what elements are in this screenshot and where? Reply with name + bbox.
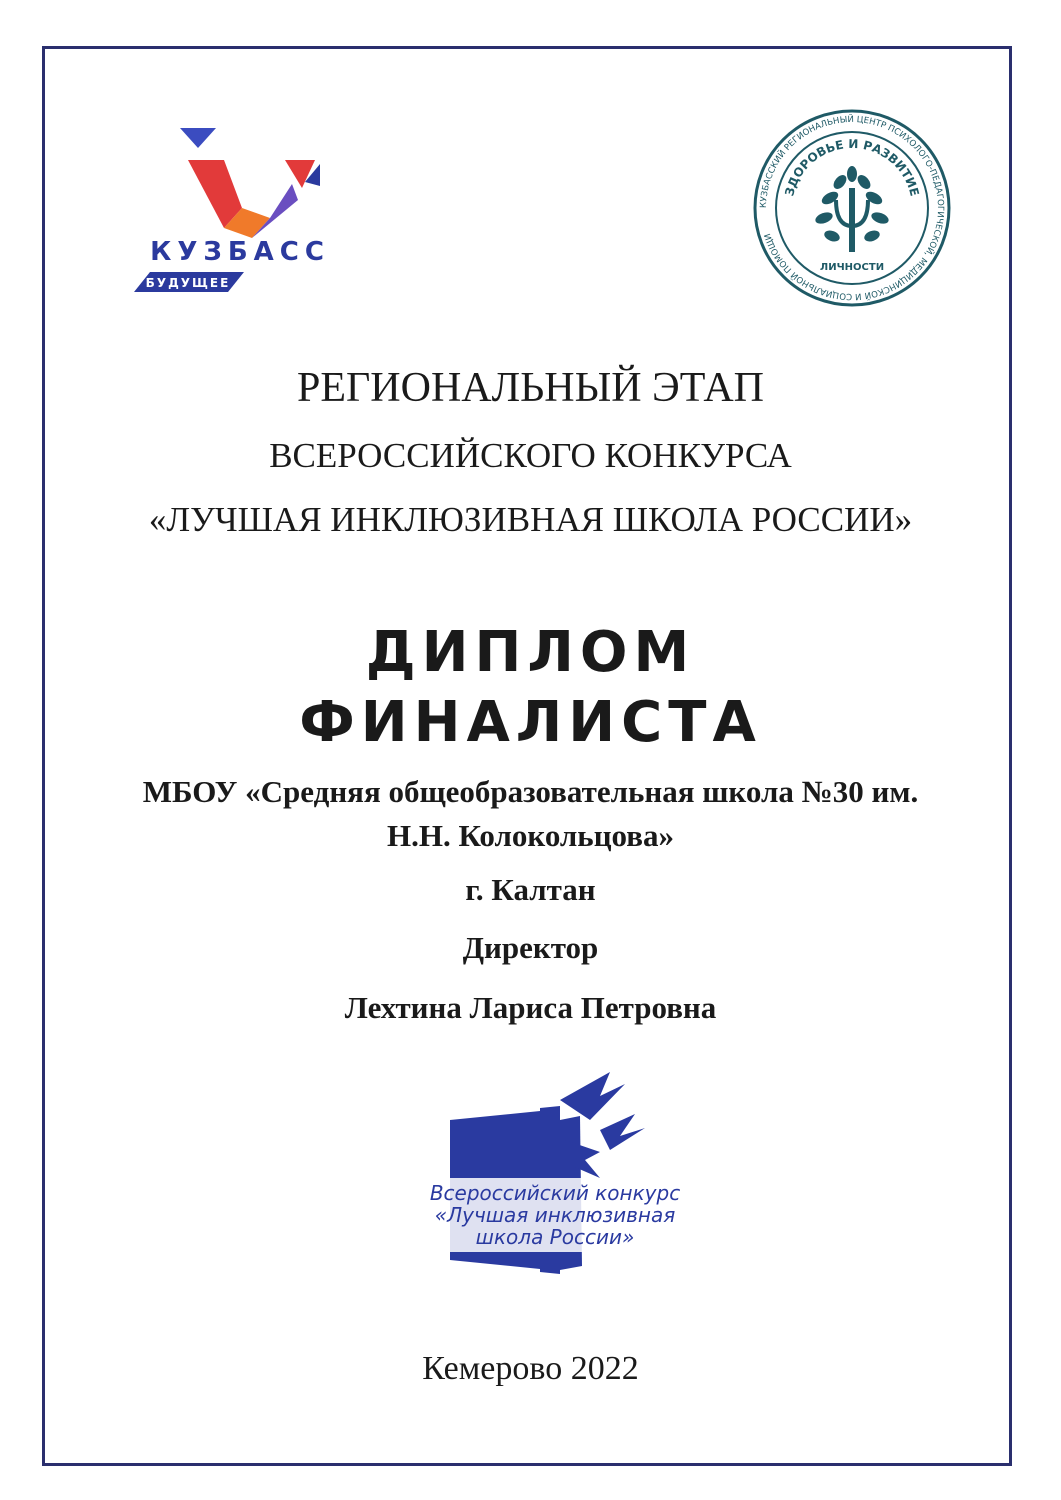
heading-line-3: «ЛУЧШАЯ ИНКЛЮЗИВНАЯ ШКОЛА РОССИИ» xyxy=(148,500,913,539)
recipient-name: Лехтина Лариса Петровна xyxy=(344,990,717,1025)
contest-logo-line-1: Всероссийский конкурс xyxy=(429,1181,681,1205)
position: Директор xyxy=(462,930,599,965)
seal-top-text: ЗДОРОВЬЕ И РАЗВИТИЕ xyxy=(782,136,922,198)
kuzbass-logo xyxy=(120,120,360,300)
heading-line-2: ВСЕРОССИЙСКОГО КОНКУРСА xyxy=(269,436,792,475)
place-and-year: Кемерово 2022 xyxy=(422,1350,639,1387)
diploma-title-line-1: ДИПЛОМ xyxy=(365,620,696,685)
city: г. Калтан xyxy=(465,872,596,907)
organization-line-1: МБОУ «Средняя общеобразовательная школа №30 им. xyxy=(142,774,919,809)
organization-line-2: Н.Н. Колокольцова» xyxy=(386,818,675,853)
contest-logo-line-2: «Лучшая инклюзивная xyxy=(434,1203,676,1227)
heading-line-1: РЕГИОНАЛЬНЫЙ ЭТАП xyxy=(297,365,764,411)
contest-logo xyxy=(410,1070,700,1300)
contest-logo-line-3: школа России» xyxy=(475,1225,635,1249)
kuzbass-logo-line2: БУДУЩЕЕ xyxy=(145,276,231,290)
kuzbass-logo-line1: КУЗБАСС xyxy=(150,237,330,267)
psychology-center-seal xyxy=(752,108,952,308)
diploma-title-line-2: ФИНАЛИСТА xyxy=(299,690,762,755)
seal-bottom-text: ЛИЧНОСТИ xyxy=(819,262,885,273)
seal-ring-text: КУЗБАССКИЙ РЕГИОНАЛЬНЫЙ ЦЕНТР ПСИХОЛОГО-ПЕДАГОГИЧЕСКОЙ, МЕДИЦИНСКОЙ И СОЦИАЛЬНОЙ ПОМОЩИ xyxy=(758,114,946,302)
